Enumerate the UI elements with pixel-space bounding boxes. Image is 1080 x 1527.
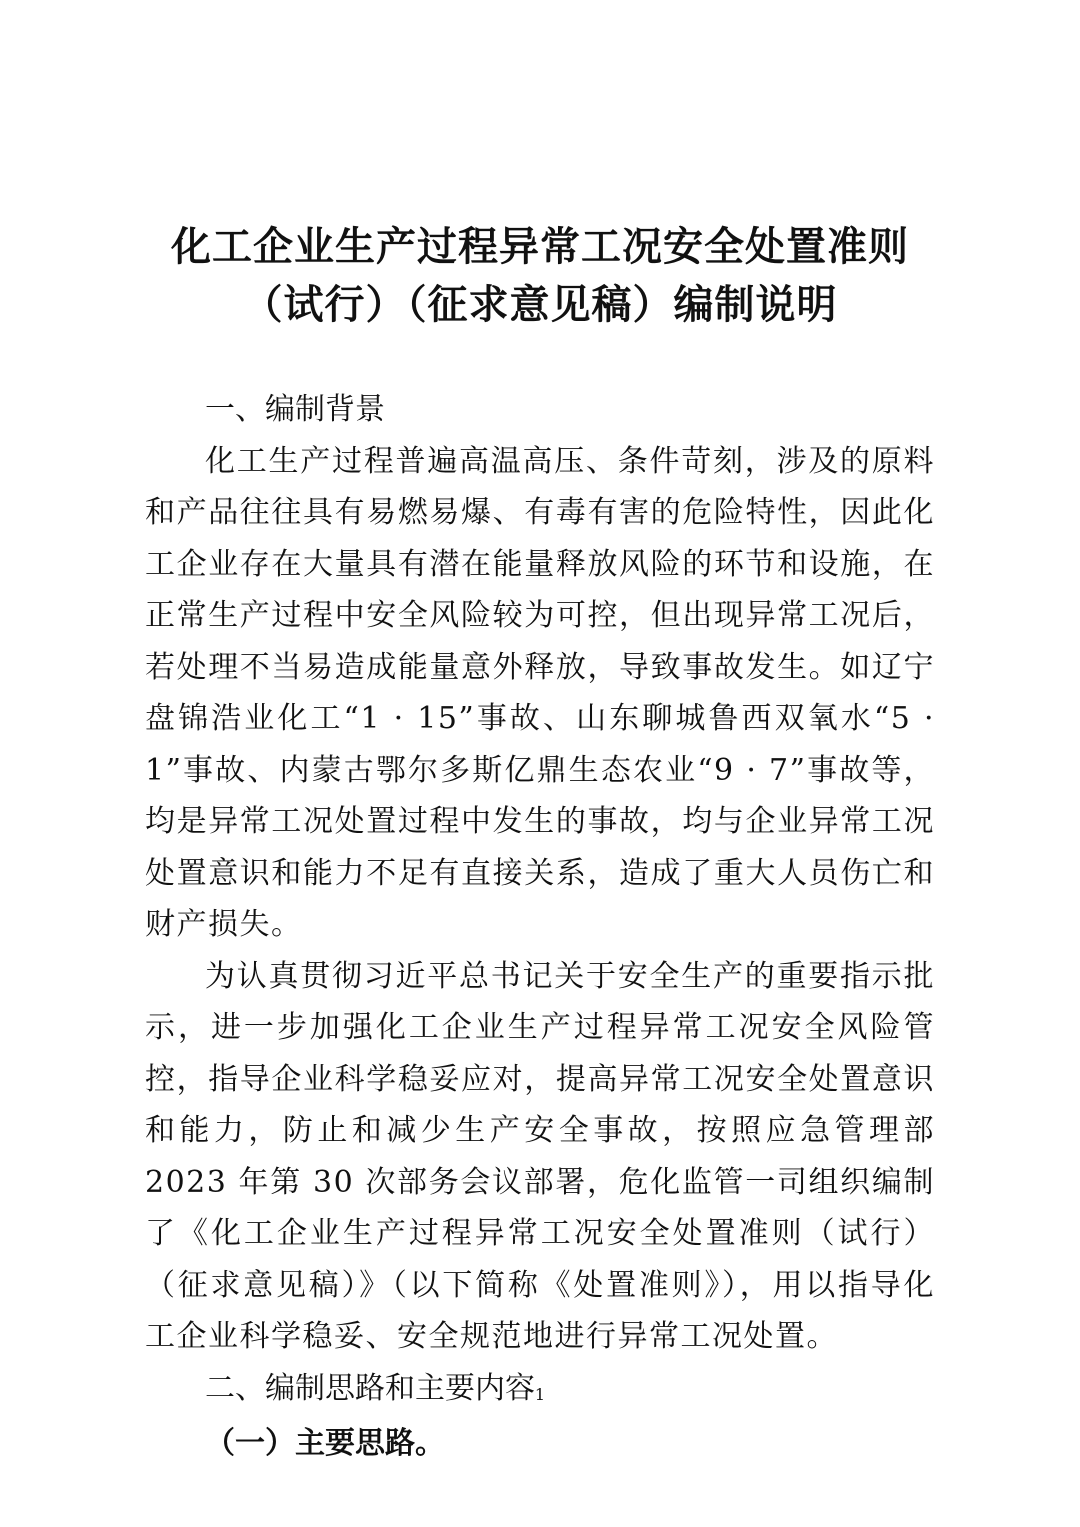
subsection-heading-main-ideas: （一）主要思路。 [205, 1426, 445, 1461]
document-title [0, 218, 1080, 334]
title-line-2: （试行）（征求意见稿）编制说明 [242, 282, 838, 328]
document-body [145, 384, 935, 1470]
section-heading-approach: 二、编制思路和主要内容 [205, 1370, 535, 1406]
section-heading-background: 一、编制背景 [205, 392, 385, 427]
page-number: 1 [534, 1385, 546, 1404]
paragraph-background-1: 化工生产过程普遍高温高压、条件苛刻，涉及的原料和产品往往具有易燃易爆、有毒有害的危险特性，因此化工企业存在大量具有潜在能量释放风险的环节和设施，在正常生产过程中安全风险较为可控，但出现异常工况后，若处理不当易造成能量意外释放，导致事故发生。如辽宁盘锦浩业化工“1 · 15”事故、山东聊城鲁西双氧水“5 · 1”事故、内蒙古鄂尔多斯亿鼎生态农业“9 · 7”事故等，均是异常工况处置过程中发生的事故，均与企业异常工况处置意识和能力不足有直接关系，造成了重大人员伤亡和财产损失。 [145, 443, 935, 942]
title-line-1: 化工企业生产过程异常工况安全处置准则 [171, 224, 909, 270]
paragraph-background-2: 为认真贯彻习近平总书记关于安全生产的重要指示批示，进一步加强化工企业生产过程异常工况安全风险管控，指导企业科学稳妥应对，提高异常工况安全处置意识和能力，防止和减少生产安全事故，按照应急管理部 2023 年第 30 次部务会议部署，危化监管一司组织编制了《化工企业生产过程异常工况安全处置准则（试行）（征求意见稿）》（以下简称《处置准则》），用以指导化工企业科学稳妥、安全规范地进行异常工况处置。 [145, 958, 935, 1354]
